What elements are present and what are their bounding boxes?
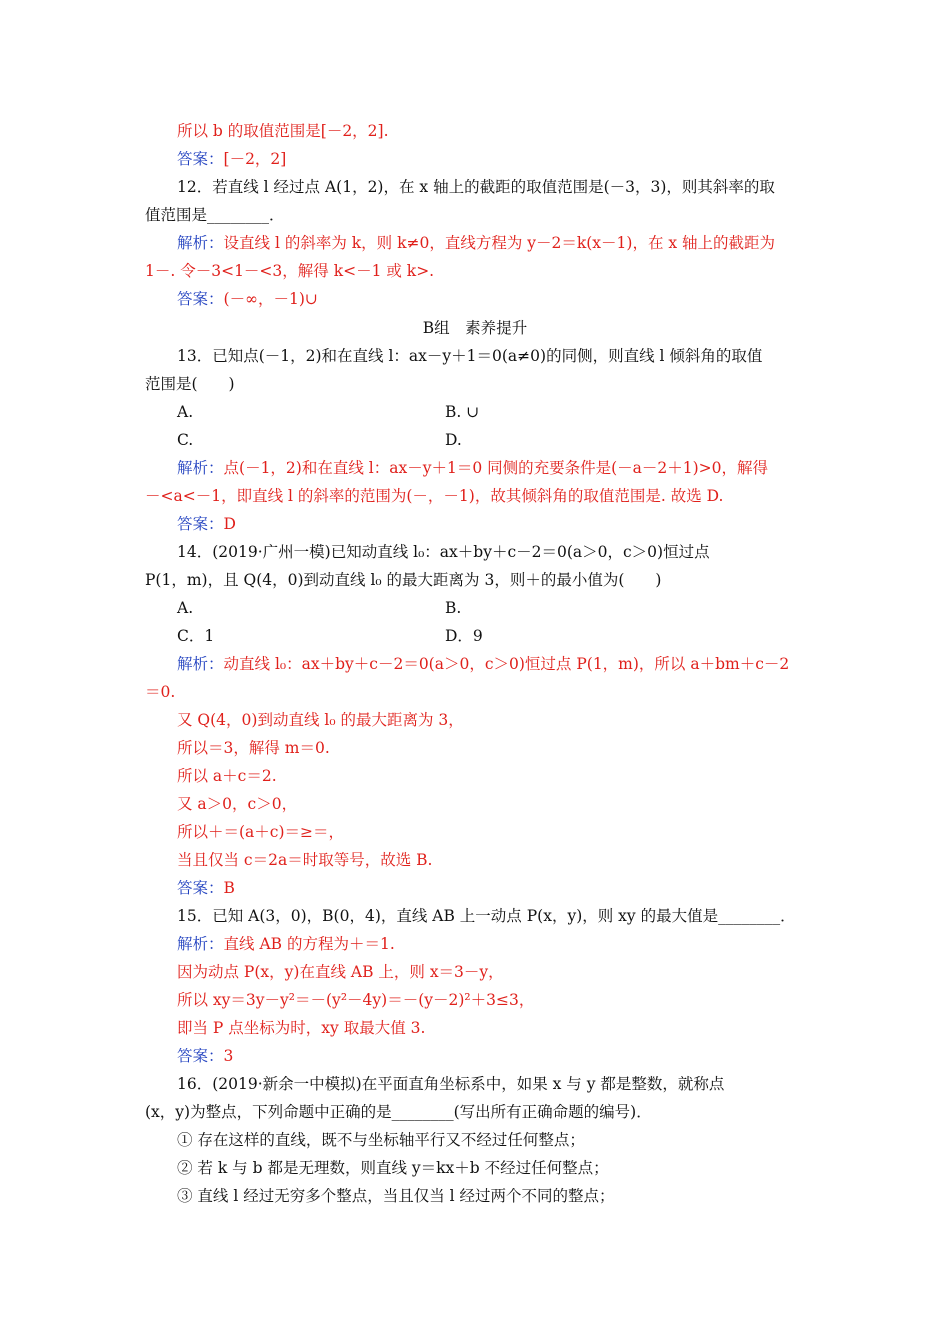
options-row <box>0 399 950 425</box>
answer-label: 答案： <box>177 515 224 533</box>
solution-text: 点(－1，2)和在直线 l：ax－y＋1＝0 同侧的充要条件是(－a－2＋1)>0，解得 <box>223 459 769 477</box>
solution-text: 直线 AB 的方程为＋＝1. <box>223 935 395 953</box>
section-heading: B组 素养提升 <box>422 319 528 337</box>
option-a: A. <box>177 599 194 617</box>
solution-line: 所以 xy＝3y－y²＝－(y²－4y)＝－(y－2)²＋3≤3， <box>177 991 535 1009</box>
solution-line: 1－. 令－3<1－<3，解得 k<－1 或 k>. <box>145 262 435 280</box>
answer-label: 答案： <box>177 1047 224 1065</box>
option-b: B. <box>445 599 462 617</box>
option-c: C．1 <box>177 627 215 645</box>
solution-label: 解析： <box>177 655 224 673</box>
solution-line <box>0 931 950 957</box>
solution-line <box>0 455 950 481</box>
option-c: C. <box>177 431 194 449</box>
solution-line <box>0 651 950 677</box>
answer-line <box>0 146 950 172</box>
statement-2: ② 若 k 与 b 都是无理数，则直线 y＝kx＋b 不经过任何整点； <box>177 1159 609 1177</box>
solution-label: 解析： <box>177 234 224 252</box>
question-14-line2: P(1，m)，且 Q(4，0)到动直线 l₀ 的最大距离为 3，则＋的最小值为( ) <box>145 571 662 589</box>
question-13-line2: 范围是( ) <box>145 375 235 393</box>
solution-line: 所以 b 的取值范围是[－2，2]. <box>177 122 389 140</box>
answer-label: 答案： <box>177 150 224 168</box>
answer-label: 答案： <box>177 290 224 308</box>
solution-line: 即当 P 点坐标为时，xy 取最大值 3. <box>177 1019 426 1037</box>
question-12-line2: 值范围是________． <box>145 206 285 224</box>
solution-text: 设直线 l 的斜率为 k，则 k≠0，直线方程为 y－2＝k(x－1)，在 x 轴上的截距为 <box>223 234 776 252</box>
solution-label: 解析： <box>177 459 224 477</box>
question-16-line2: (x，y)为整点，下列命题中正确的是________(写出所有正确命题的编号)． <box>145 1103 652 1121</box>
options-row <box>0 427 950 453</box>
answer-line <box>0 1043 950 1069</box>
solution-line: －<a<－1，即直线 l 的斜率的范围为(－，－1)，故其倾斜角的取值范围是. 故选 D. <box>145 487 724 505</box>
solution-line: 当且仅当 c＝2a＝时取等号，故选 B. <box>177 851 433 869</box>
answer-line <box>0 286 950 312</box>
solution-label: 解析： <box>177 935 224 953</box>
option-a: A. <box>177 403 194 421</box>
answer-value: [－2，2] <box>223 150 287 168</box>
option-d: D. <box>445 431 462 449</box>
answer-value: 3 <box>223 1047 234 1065</box>
answer-line <box>0 511 950 537</box>
answer-label: 答案： <box>177 879 224 897</box>
answer-value: D <box>223 515 236 533</box>
statement-1: ① 存在这样的直线，既不与坐标轴平行又不经过任何整点； <box>177 1131 585 1149</box>
solution-text: 动直线 l₀：ax＋by＋c－2＝0(a＞0，c＞0)恒过点 P(1，m)，所以 a＋bm＋c－2 <box>223 655 790 673</box>
solution-line: ＝0. <box>145 683 176 701</box>
question-12-line1: 12．若直线 l 经过点 A(1，2)，在 x 轴上的截距的取值范围是(－3，3)，则其斜率的取 <box>177 178 775 196</box>
options-row <box>0 623 950 649</box>
answer-value: B <box>223 879 235 897</box>
answer-line <box>0 875 950 901</box>
solution-line: 又 a＞0，c＞0， <box>177 795 298 813</box>
solution-line: 所以＋＝(a＋c)＝≥＝， <box>177 823 345 841</box>
solution-line <box>0 230 950 256</box>
question-13-line1: 13．已知点(－1，2)和在直线 l：ax－y＋1＝0(a≠0)的同侧，则直线 l 倾斜角的取值 <box>177 347 763 365</box>
options-row <box>0 595 950 621</box>
solution-line: 又 Q(4，0)到动直线 l₀ 的最大距离为 3， <box>177 711 464 729</box>
question-16-line1: 16．(2019·新余一中模拟)在平面直角坐标系中，如果 x 与 y 都是整数，就称点 <box>177 1075 725 1093</box>
option-d: D．9 <box>445 627 483 645</box>
question-15-line1: 15．已知 A(3，0)，B(0，4)，直线 AB 上一动点 P(x，y)，则 xy 的最大值是________． <box>177 907 796 925</box>
statement-3: ③ 直线 l 经过无穷多个整点，当且仅当 l 经过两个不同的整点； <box>177 1187 615 1205</box>
answer-value: (－∞，－1)∪ <box>223 290 318 308</box>
solution-line: 所以＝3，解得 m＝0. <box>177 739 330 757</box>
option-b: B. ∪ <box>445 403 480 421</box>
solution-line: 因为动点 P(x，y)在直线 AB 上，则 x＝3－y， <box>177 963 504 981</box>
question-14-line1: 14．(2019·广州一模)已知动直线 l₀：ax＋by＋c－2＝0(a＞0，c＞0)恒过点 <box>177 543 710 561</box>
solution-line: 所以 a＋c＝2. <box>177 767 277 785</box>
